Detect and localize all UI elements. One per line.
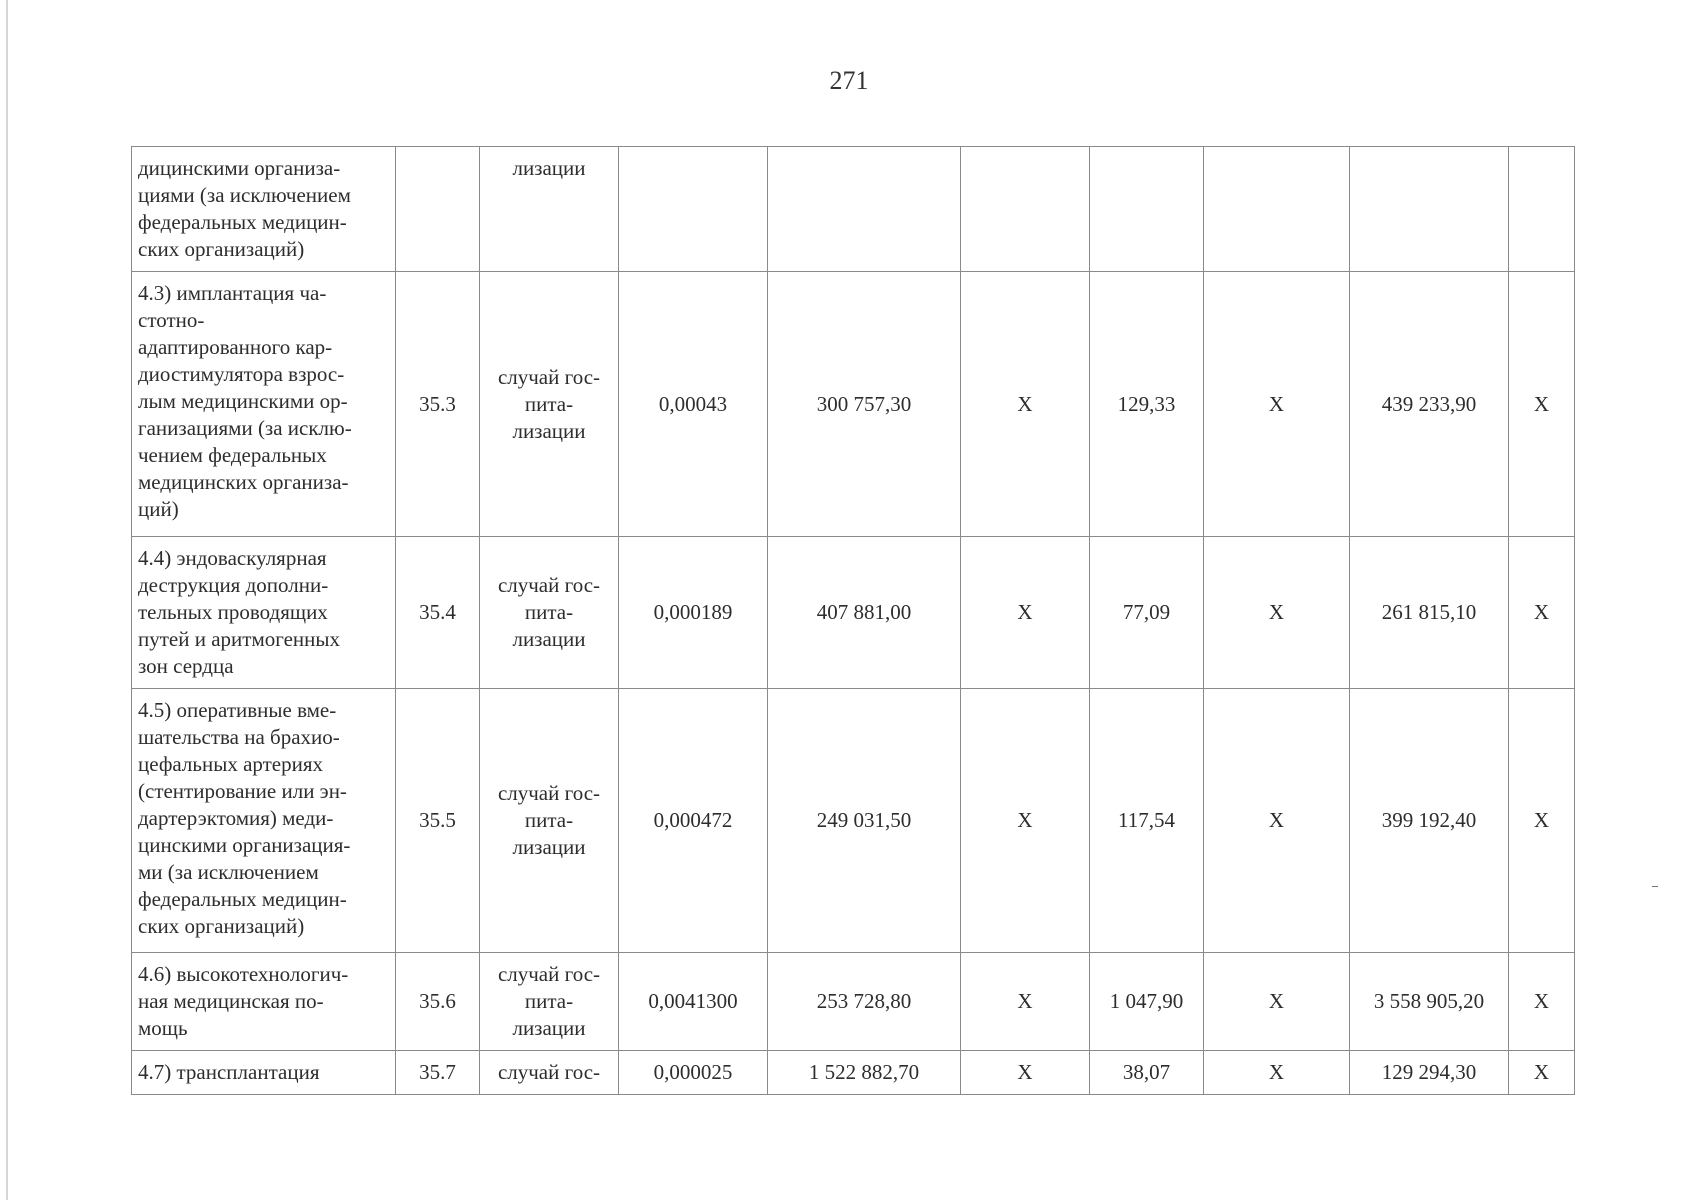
row-col8: Х — [1204, 1051, 1350, 1095]
row-unit: случай гос- пита- лизации — [480, 272, 619, 537]
row-unit: лизации — [480, 147, 619, 272]
row-col10: Х — [1509, 272, 1575, 537]
row-col9 — [1350, 147, 1509, 272]
row-col6: Х — [961, 272, 1090, 537]
row-col6: Х — [961, 1051, 1090, 1095]
row-col8: Х — [1204, 953, 1350, 1051]
row-name-text: 4.5) оперативные вме- шательства на брахио- цефальных артериях (стентирование или эн- дартерэктомия) меди- цинскими организация- ми (за исключением федеральных медицин- ских организаций) — [138, 698, 351, 938]
row-col6: Х — [961, 689, 1090, 953]
row-col8 — [1204, 147, 1350, 272]
data-table — [131, 146, 1575, 1095]
row-cost: 1 522 882,70 — [768, 1051, 961, 1095]
row-col7 — [1090, 147, 1204, 272]
row-col10: Х — [1509, 689, 1575, 953]
row-col6: Х — [961, 953, 1090, 1051]
row-col7: 38,07 — [1090, 1051, 1204, 1095]
row-col7: 129,33 — [1090, 272, 1204, 537]
table-row — [132, 1051, 1575, 1095]
row-name-text: 4.6) высокотехнологич- ная медицинская по- мощь — [138, 962, 349, 1040]
row-cost: 249 031,50 — [768, 689, 961, 953]
row-col10: Х — [1509, 953, 1575, 1051]
row-norm: 0,00043 — [619, 272, 768, 537]
row-col10: Х — [1509, 537, 1575, 689]
row-col7: 1 047,90 — [1090, 953, 1204, 1051]
row-norm: 0,000025 — [619, 1051, 768, 1095]
row-name-text: дицинскими организа- циями (за исключением федеральных медицин- ских организаций) — [138, 156, 351, 261]
row-name — [132, 272, 396, 537]
table-row — [132, 272, 1575, 537]
table-row — [132, 953, 1575, 1051]
row-cost — [768, 147, 961, 272]
table-row — [132, 537, 1575, 689]
row-norm: 0,0041300 — [619, 953, 768, 1051]
row-col9: 399 192,40 — [1350, 689, 1509, 953]
row-code: 35.7 — [396, 1051, 480, 1095]
row-unit: случай гос- — [480, 1051, 619, 1095]
row-unit: случай гос- пита- лизации — [480, 689, 619, 953]
table-row — [132, 147, 1575, 272]
table-row — [132, 689, 1575, 953]
row-col6: Х — [961, 537, 1090, 689]
row-col6 — [961, 147, 1090, 272]
row-col10 — [1509, 147, 1575, 272]
row-unit: случай гос- пита- лизации — [480, 953, 619, 1051]
row-name-text: 4.7) трансплантация — [138, 1060, 320, 1084]
row-code: 35.3 — [396, 272, 480, 537]
row-col8: Х — [1204, 272, 1350, 537]
row-name-text: 4.4) эндоваскулярная деструкция дополни- тельных проводящих путей и аритмогенных зон сердца — [138, 546, 340, 678]
margin-tick-mark — [1652, 886, 1658, 887]
row-col10: Х — [1509, 1051, 1575, 1095]
row-cost: 407 881,00 — [768, 537, 961, 689]
row-col7: 117,54 — [1090, 689, 1204, 953]
row-name — [132, 689, 396, 953]
row-name — [132, 1051, 396, 1095]
page-left-edge — [6, 0, 8, 1200]
row-name — [132, 953, 396, 1051]
row-col9: 3 558 905,20 — [1350, 953, 1509, 1051]
row-col7: 77,09 — [1090, 537, 1204, 689]
row-code — [396, 147, 480, 272]
row-unit: случай гос- пита- лизации — [480, 537, 619, 689]
row-cost: 253 728,80 — [768, 953, 961, 1051]
row-name-text: 4.3) имплантация ча- стотно- адаптированного кар- диостимулятора взрос- лым медицинскими ор- ганизациями (за исклю- чением федеральных медицинских организа- ций) — [138, 281, 352, 521]
row-norm — [619, 147, 768, 272]
row-col9: 261 815,10 — [1350, 537, 1509, 689]
row-name — [132, 537, 396, 689]
row-col9: 439 233,90 — [1350, 272, 1509, 537]
row-code: 35.4 — [396, 537, 480, 689]
row-col8: Х — [1204, 689, 1350, 953]
row-cost: 300 757,30 — [768, 272, 961, 537]
row-col8: Х — [1204, 537, 1350, 689]
row-norm: 0,000472 — [619, 689, 768, 953]
row-code: 35.6 — [396, 953, 480, 1051]
page-number: 271 — [829, 66, 869, 95]
row-norm: 0,000189 — [619, 537, 768, 689]
row-col9: 129 294,30 — [1350, 1051, 1509, 1095]
row-code: 35.5 — [396, 689, 480, 953]
row-name — [132, 147, 396, 272]
